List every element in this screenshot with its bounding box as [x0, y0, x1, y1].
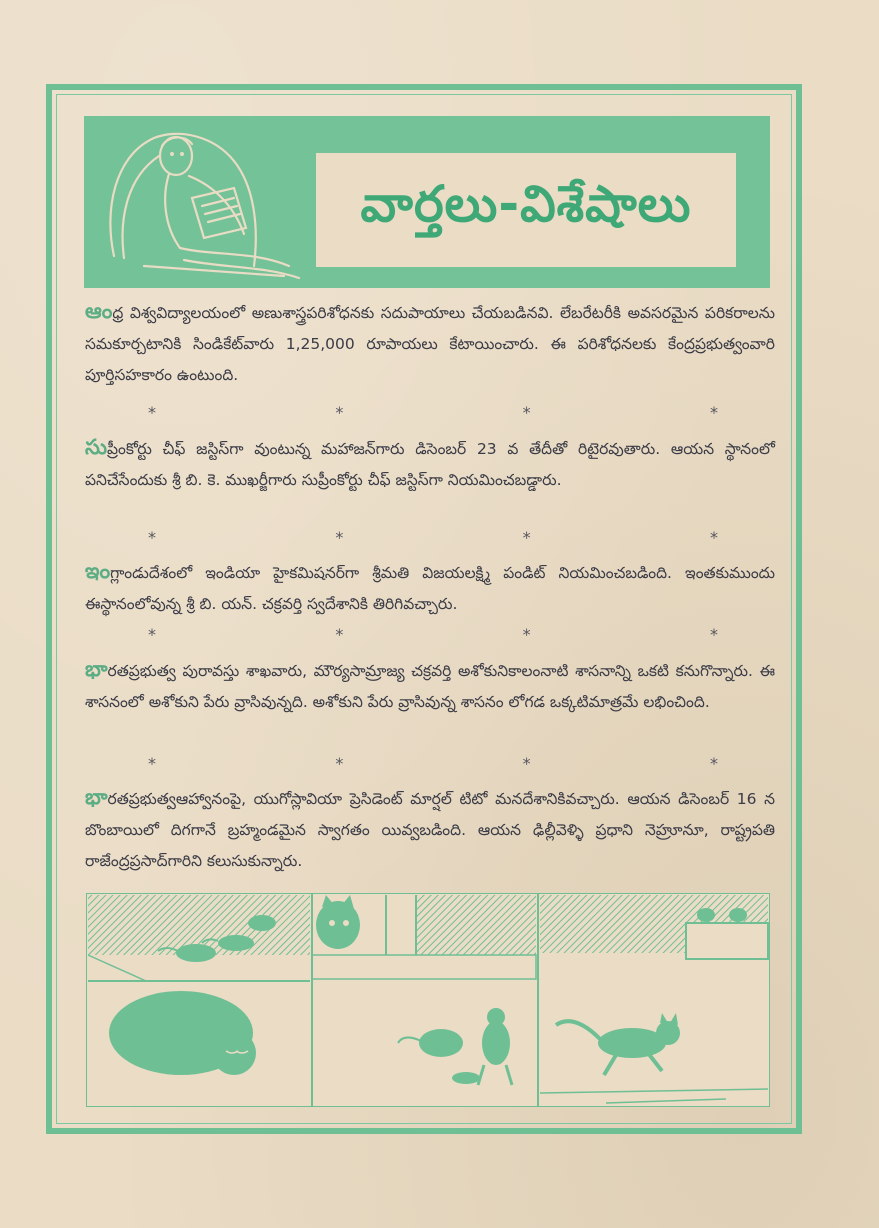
star: *	[148, 754, 156, 773]
star: *	[335, 403, 344, 422]
star: *	[522, 528, 531, 547]
reader-illustration	[84, 116, 324, 288]
news-item	[85, 432, 775, 496]
star: *	[148, 403, 156, 422]
news-text: రతప్రభుత్వఆహ్వానంపై, యుగోస్లావియా ప్రెసిడెంట్ మార్షల్ టిటో మనదేశానికివచ్చారు. ఆయన డిసెంబర్ 16 న బొంబాయిలో దిగగానే బ్రహ్మండమైన స్వాగతం యివ్వబడింది. ఆయన ఢిల్లీవెళ్ళి ప్రధాని నెహ్రూనూ, రాష్ట్రపతి రాజేంద్రప్రసాద్‌గారిని కలుసుకున్నారు.	[85, 790, 775, 870]
star: *	[709, 625, 718, 644]
news-text: రతప్రభుత్వ పురావస్తు శాఖవారు, మౌర్యసామ్రాజ్య చక్రవర్తి అశోకునికాలంనాటి శాసనాన్ని ఒకటి కనుగొన్నారు. ఈ శాసనంలో అశోకుని పేరు వ్రాసివున్నది. అశోకుని పేరు వ్రాసివున్న శాసనం లోగడ ఒక్కటిమాత్రమే లభించింది.	[85, 662, 775, 711]
page-title: వార్తలు-విశేషాలు	[360, 174, 692, 233]
comic-strip	[86, 893, 770, 1107]
star: *	[522, 403, 531, 422]
star: *	[709, 754, 718, 773]
news-text: ప్రీంకోర్టు చీఫ్ జస్టిస్‌గా వుంటున్న మహాజన్‌గారు డిసెంబర్ 23 వ తేదీతో రిటైరవుతారు. ఆయన స్థానంలో పనిచేసేందుకు శ్రీ బి. కె. ముఖర్జీగారు సుప్రీంకోర్టు చీఫ్ జస్టిస్‌గా నియమించబడ్డారు.	[85, 440, 775, 489]
star: *	[522, 625, 531, 644]
news-text: గ్లాండుదేశంలో ఇండియా హైకమిషనర్‌గా శ్రీమతి విజయలక్ష్మి పండిట్ నియమించబడింది. ఇంతకుముందు ఈస్థానంలోవున్న శ్రీ బి. యన్. చక్రవర్తి స్వదేశానికి తిరిగివచ్చారు.	[85, 564, 775, 613]
star: *	[709, 403, 718, 422]
separator	[148, 403, 718, 422]
star: *	[335, 754, 344, 773]
news-item	[85, 556, 775, 620]
dropcap: సు	[85, 435, 108, 459]
star: *	[709, 528, 718, 547]
dropcap: ఆం	[85, 299, 113, 323]
dropcap: భా	[85, 657, 108, 681]
news-item	[85, 296, 775, 391]
news-item	[85, 654, 775, 718]
separator	[148, 625, 718, 644]
dropcap: ఇం	[85, 559, 111, 583]
separator	[148, 528, 718, 547]
news-text: ధ్ర విశ్వవిద్యాలయంలో అణుశాస్త్రపరిశోధనకు సదుపాయాలు చేయబడినవి. లేబరేటరీకి అవసరమైన పరికరాలను సమకూర్చటానికి సిండికేట్‌వారు 1,25,000 రూపాయలు కేటాయించారు. ఈ పరిశోధనలకు కేంద్రప్రభుత్వంవారి పూర్తిసహకారం ఉంటుంది.	[85, 304, 775, 384]
separator	[148, 754, 718, 773]
star: *	[522, 754, 531, 773]
news-item	[85, 782, 775, 877]
star: *	[335, 625, 344, 644]
dropcap: భా	[85, 785, 108, 809]
star: *	[148, 528, 156, 547]
star: *	[335, 528, 344, 547]
star: *	[148, 625, 156, 644]
